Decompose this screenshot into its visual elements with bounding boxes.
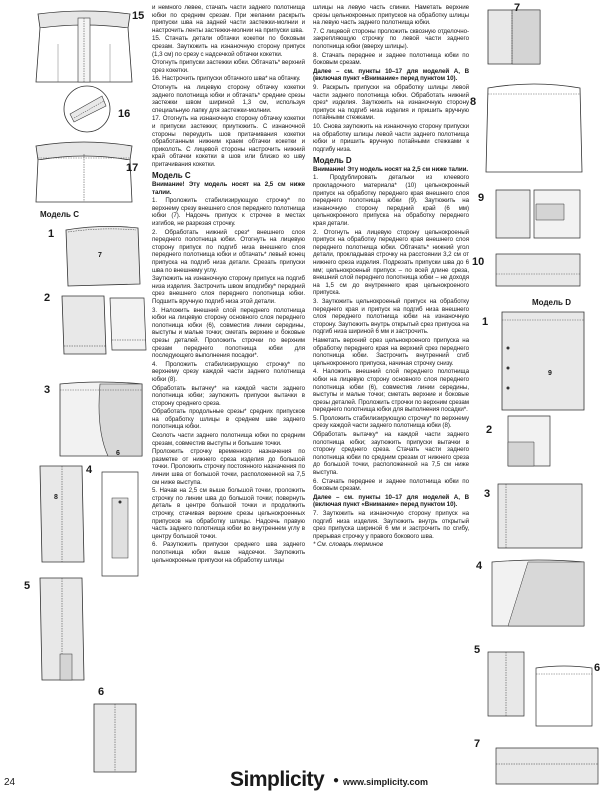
figure-number-16: 16 <box>118 108 131 120</box>
page-number: 24 <box>4 777 16 788</box>
figure-number-17: 17 <box>126 162 139 174</box>
figure-number-d5: 5 <box>474 644 481 656</box>
figure-number-r8: 8 <box>470 96 477 108</box>
paragraph: 2. Обработать нижний срез* внешнего слоя переднего полотнища юбки. Отогнуть на лицевую сторону припуск по подгиб низа внешнего слоя переднего полотнища юбки и обтачать* левый конец припуска на подгиб низа детали. Срезать припуски шва по внешнему углу. <box>152 228 305 274</box>
figure-17 <box>32 138 139 204</box>
figure-number-c5: 5 <box>24 580 31 592</box>
paragraph: 15. Стачать детали обтачки кокетки по боковым срезам. Заутюжить на изнаночную сторону припуск (1,3 см) по срезу с надсечкой обтачки кокетки. <box>152 35 305 58</box>
paragraph: 7. Заутюжить на изнаночную сторону припуск на подгиб низа изделия. Заутюжить внутрь открытый срез припуска шириной 6 мм и застрочить по сгибу, прерывая строчку у правого бокового шва. <box>313 510 469 540</box>
paragraph: 7. С лицевой стороны проложить сквозную отделочно-закрепляющую строчку по левой части заднего полотнища юбки (вверху шлицы). <box>313 27 469 50</box>
reference-note: Далее – см. пункты 10–17 для моделей А, В (включая пункт «Внимание» перед пунктом 10). <box>313 67 469 83</box>
paragraph: Наметать верхний срез цельнокроеного припуска на обработку переднего края на верхний срез переднего полотнища юбки. Застрочить внутренний сгиб цельнокроеного припуска, начиная строчку снизу. <box>313 336 469 367</box>
piece-number-9: 9 <box>548 370 552 377</box>
section-heading-model-d: Модель D <box>313 156 352 166</box>
figure-number-d7: 7 <box>474 738 481 750</box>
figure-number-r9: 9 <box>478 192 485 204</box>
piece-number-8: 8 <box>54 494 58 501</box>
figure-number-r10: 10 <box>472 256 485 268</box>
figure-d-1 <box>498 308 588 414</box>
paragraph: Обработать вытачку* на каждой части заднего полотнища юбки; заутюжить припуски вытачки в сторону среднего среза. Стачать части заднего полотнища юбки по средним срезам от нижнего среза до большой точки, расположенной на 7,5 см ниже выступа. <box>313 431 469 477</box>
figure-d-4 <box>488 558 588 630</box>
paragraph: 17. Отогнуть на изнаночную сторону обтачку кокетки и припуски застежки; приутюжить. С изнаночной стороны переудить шов притачивания кокетки обработанным нижним краем обтачки кокетки и приколоть. С лицевой стороны настрочить нижний край обтачки кокетки в шов или близко ко шву притачивания кокетки. <box>152 115 305 168</box>
paragraph: шлицы на левую часть спинки. Наметать верхние срезы цельнокроеных припусков на обработку шлицы на левую часть заднего полотнища юбки. <box>313 4 469 27</box>
figure-number-r7: 7 <box>514 2 521 14</box>
figure-15 <box>28 4 140 84</box>
figure-r-10 <box>492 250 584 290</box>
model-c-label: Модель С <box>40 210 79 219</box>
figure-c-2 <box>58 290 148 358</box>
figure-c-4 <box>36 462 88 566</box>
paragraph: 2. Отогнуть на лицевую сторону цельнокроеный припуск на обработку переднего края внешнего слоя переднего полотнища юбки. Обтачать* нижний угол детали, прокладывая строчку на расстоянии 3,2 см от нижнего среза изделия. Подрезать припуски шва до 6 мм; цельнокроеный припуск – по всей длине среза, внешний слой переднего полотнища юбки – не доходя на 1,5 см до внутреннего края цельнокроеного припуска. <box>313 228 469 297</box>
figure-d-6 <box>532 664 596 730</box>
glossary-note: * См. словарь терминов <box>313 541 383 549</box>
brand-logo: Simplicity <box>230 768 325 791</box>
paragraph: Проложить строчку временного назначения по разметке от нижнего среза изделия до большой точки. Проложить строчку постоянного назначения по линии шва от большой точки, расположенной на 7,5 см ниже выступа. <box>152 448 305 486</box>
attention-note: Внимание! Эту модель носят на 2,5 см ниже талии. <box>313 165 468 173</box>
figure-d-7 <box>492 738 602 788</box>
paragraph: Сколоть части заднего полотнища юбки по средним срезам, совместив выступы и большие точки. <box>152 432 305 447</box>
piece-number-7: 7 <box>98 252 102 259</box>
paragraph: Отогнуть припуски застежки юбки. Обтачать* верхний срез кокетки. <box>152 59 305 74</box>
figure-c-3 <box>56 380 146 460</box>
paragraph: 6. Стачать переднее и заднее полотнища юбки по боковым срезам. <box>313 477 469 493</box>
piece-number-6: 6 <box>116 450 120 457</box>
figure-number-c3: 3 <box>44 384 51 396</box>
figure-c-1 <box>62 224 142 288</box>
reference-note: Далее – см. пункты 10–17 для моделей А, В (включая пункт «Внимание» перед пунктом 10). <box>313 493 469 509</box>
paragraph: Заутюжить на изнаночную сторону припуск на подгиб низа изделия. Застрочить швом вподгибку* передний срез внешнего слоя переднего полотнища юбки. Подшить вручную подгиб низа этой детали. <box>152 275 305 305</box>
text-column-2 <box>313 4 469 774</box>
figure-number-d4: 4 <box>476 560 483 572</box>
bullet-icon: ● <box>333 775 340 786</box>
figure-d-2 <box>504 412 554 470</box>
figure-number-d1: 1 <box>482 316 489 328</box>
section-heading-model-c: Модель С <box>152 171 191 181</box>
paragraph: 3. Заутюжить цельнокроеный припуск на обработку переднего края и припуск на подгиб низа внешнего слоя переднего полотнища юбки на изнаночную сторону. Заутюжить внутрь открытый срез припуска на подгиб низа шириной 6 мм и застрочить. <box>313 297 469 336</box>
attention-note: Внимание! Эту модель носят на 2,5 см ниже талии. <box>152 181 305 196</box>
figure-r-7 <box>484 6 544 68</box>
figure-number-c4: 4 <box>86 464 93 476</box>
paragraph: Обработать вытачку* на каждой части заднего полотнища юбки; заутюжить припуски вытачки в сторону среднего среза. <box>152 384 305 407</box>
paragraph: 9. Раскрыть припуски на обработку шлицы левой части заднего полотнища юбки. Обработать нижний срез* изделия. Заутюжить на изнаночную сторону припуск на подгиб низа изделия и пришить вручную потайными стежками. <box>313 83 469 122</box>
paragraph: 1. Продублировать детальки из клеевого прокладочного материала* (10) цельнокроеный припуск на обработку переднего края внешнего слоя переднего полотнища юбки (9). Заутюжить на изнаночную сторону передний край (6 мм) цельнокроеного припуска на обработку переднего края детали. <box>313 174 469 228</box>
figure-c-6 <box>90 700 140 776</box>
paragraph: Обработать продольные срезы* средних припусков на обработку шлицы в среднем шве заднего полотнища юбки. <box>152 408 305 431</box>
paragraph: 4. Наложить внешний слой переднего полотнища юбки на лицевую сторону основного слоя переднего полотнища юбки (6), совместив линии середины, выступы и малые точки; сметать верхние и боковые срезы деталей. Проложить строчки по верхним срезам переднего полотнища юбки для выполнения посадки*. <box>313 368 469 414</box>
figure-number-c6: 6 <box>98 686 105 698</box>
paragraph: 8. Стачать переднее и заднее полотнища юбки по боковым срезам. <box>313 51 469 67</box>
website-url: www.simplicity.com <box>343 777 429 787</box>
figure-number-d6: 6 <box>594 662 601 674</box>
figure-number-15: 15 <box>132 10 145 22</box>
paragraph: 3. Наложить внешний слой переднего полотнища юбки на лицевую сторону основного слоя переднего полотнища юбки (6), совместив линии середины, выступы и малые точки; сметать верхние и боковые срезы деталей. Проложить строчки по верхним срезам переднего полотнища юбки для последующего выполнения посадки*. <box>152 306 305 360</box>
figure-number-d3: 3 <box>484 488 491 500</box>
text-column-1 <box>152 4 305 774</box>
model-d-label: Модель D <box>532 298 571 307</box>
figure-r-9 <box>492 186 584 242</box>
paragraph: 5. Проложить стабилизирующую строчку* по верхнему срезу каждой части заднего полотнища юбки (8). <box>313 414 469 430</box>
paragraph: 4. Проложить стабилизирующую строчку* по верхнему срезу каждой части заднего полотнища юбки (8). <box>152 360 305 383</box>
figure-d-3 <box>494 480 586 552</box>
figure-16 <box>62 84 112 134</box>
paragraph: Отогнуть на лицевую сторону обтачку кокетки заднего полотнища юбки и обтачать* средние срезы застежки швом шириной 1,3 см, используя специальную лапку для застежки-молнии. <box>152 83 305 114</box>
paragraph: 5. Начав на 2,5 см выше большой точки, проложить строчку по линии шва до большой точки; повернуть деталь в центре большой точки и продолжить строчку, стачивая верхние срезы цельнокроенных припусков на обработку шлицы. Надсечь правую часть заднего полотнища юбки во внутреннем углу в центру большой точки. <box>152 487 305 540</box>
paragraph: 1. Проложить стабилизирующую строчку* по верхнему срезу внешнего слоя переднего полотнища юбки (7). Надсечь припуск к строчке в местах изгибов, не разрезая строчку. <box>152 197 305 228</box>
figure-number-d2: 2 <box>486 424 493 436</box>
paragraph: 10. Снова заутюжить на изнаночную сторону припуски на обработку шлицы левой части заднего полотнища юбки и пришить вручную потайными стежками к подгибу низа. <box>313 122 469 153</box>
figure-number-c1: 1 <box>48 228 55 240</box>
paragraph: 6. Разутюжить припуски среднего шва заднего полотнища юбки выше надсечки. Заутюжить цельнокроеные припуски на обработку шлицы <box>152 541 305 564</box>
figure-r-8 <box>482 80 586 176</box>
paragraph: и немного левее, стачать части заднего полотнища юбки по средним срезам. При желании раскрыть припуски шва на задней части застежки-молнии и настрочить ленты застежки-молнии на припуски шва. <box>152 4 305 34</box>
figure-c-4-detail <box>98 468 142 580</box>
figure-d-5 <box>484 648 528 720</box>
paragraph: 16. Настрочить припуски обтачного шва* на обтачку. <box>152 75 301 83</box>
figure-number-c2: 2 <box>44 292 51 304</box>
figure-c-5 <box>36 574 88 684</box>
